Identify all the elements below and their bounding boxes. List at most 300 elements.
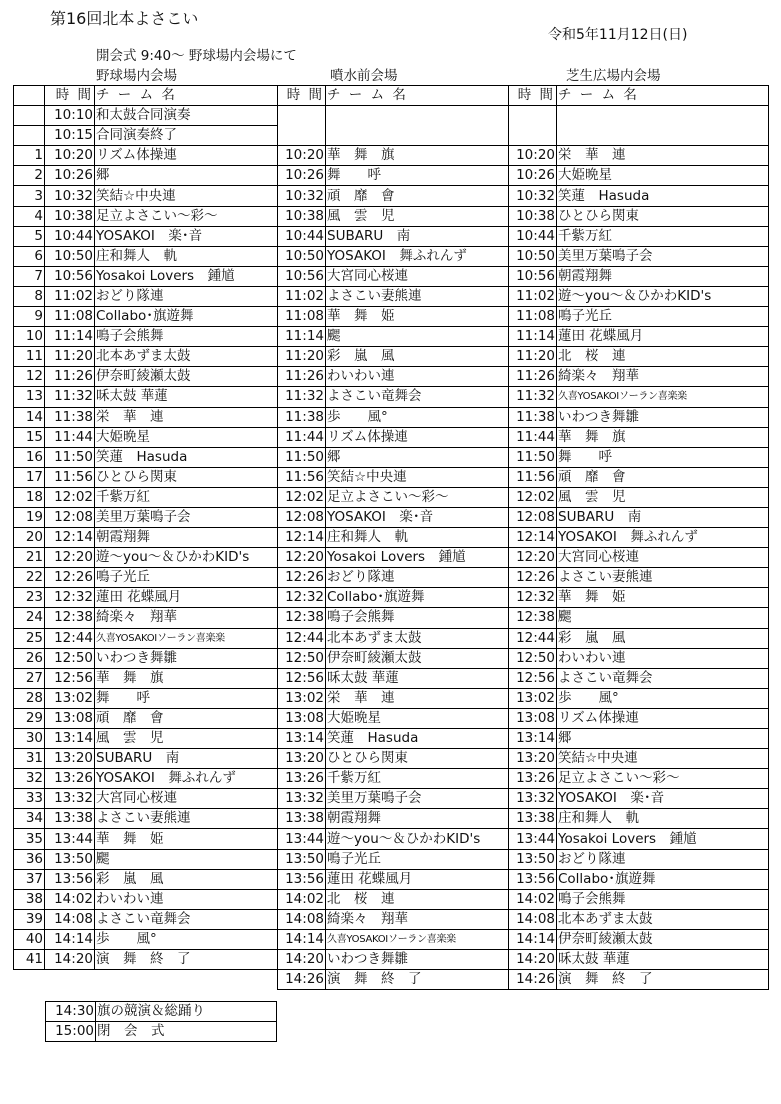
team-cell: 演 舞 終 了	[95, 950, 278, 970]
team-cell: 遊～you～＆ひかわKID's	[326, 829, 509, 849]
team-cell: 笑蓮 Hasuda	[326, 729, 509, 749]
time-cell: 11:08	[278, 307, 326, 327]
team-cell: 笑結☆中央連	[557, 749, 769, 769]
team-cell: 庄和舞人 軌	[95, 246, 278, 266]
time-cell: 10:26	[278, 166, 326, 186]
table-row	[14, 909, 769, 929]
team-cell: 華 舞 姫	[95, 829, 278, 849]
team-cell: 足立よさこい～彩～	[95, 206, 278, 226]
time-cell: 14:26	[278, 970, 326, 990]
time-cell: 13:38	[509, 809, 557, 829]
table-row	[14, 307, 769, 327]
time-cell: 12:02	[509, 487, 557, 507]
venue-label-fountain: 噴水前会場	[330, 68, 398, 84]
schedule-body	[14, 86, 769, 990]
row-number: 35	[14, 829, 45, 849]
time-cell: 10:20	[278, 146, 326, 166]
time-cell: 12:44	[45, 628, 95, 648]
row-number: 33	[14, 789, 45, 809]
team-cell: 北 桜 連	[557, 347, 769, 367]
team-cell: よさこい竜舞会	[95, 909, 278, 929]
empty-cell	[509, 106, 557, 126]
time-cell: 12:08	[278, 507, 326, 527]
team-cell: 大宮同心桜連	[326, 266, 509, 286]
time-cell: 12:14	[45, 528, 95, 548]
time-cell: 13:32	[509, 789, 557, 809]
blank-cell	[14, 970, 45, 990]
team-cell: YOSAKOI 楽･音	[326, 507, 509, 527]
team-cell: 華 舞 姫	[557, 588, 769, 608]
time-cell: 12:20	[45, 548, 95, 568]
row-number: 2	[14, 166, 45, 186]
team-cell: 庄和舞人 軌	[326, 528, 509, 548]
team-cell: 美里万葉鳴子会	[95, 507, 278, 527]
team-cell: 鳴子光丘	[557, 307, 769, 327]
team-cell: 華 舞 旗	[557, 427, 769, 447]
team-cell: SUBARU 南	[557, 507, 769, 527]
closing-table	[45, 1001, 277, 1042]
time-cell: 13:14	[509, 729, 557, 749]
team-cell: よさこい竜舞会	[557, 668, 769, 688]
pre-row	[14, 126, 769, 146]
team-cell: 鳴子光丘	[326, 849, 509, 869]
time-cell: 13:20	[509, 749, 557, 769]
table-row	[14, 166, 769, 186]
table-row	[14, 668, 769, 688]
row-number: 38	[14, 889, 45, 909]
event-date: 令和5年11月12日(日)	[548, 27, 688, 43]
empty-cell	[509, 126, 557, 146]
team-cell: 千紫万紅	[95, 487, 278, 507]
team-cell: よさこい妻熊連	[326, 286, 509, 306]
time-cell: 12:50	[45, 648, 95, 668]
time-cell: 13:44	[45, 829, 95, 849]
row-number: 21	[14, 548, 45, 568]
team-cell: 綺楽々 翔華	[95, 608, 278, 628]
row-number: 34	[14, 809, 45, 829]
empty-cell	[557, 126, 769, 146]
team-cell: 大宮同心桜連	[557, 548, 769, 568]
time-cell: 11:56	[509, 467, 557, 487]
team-cell: 北 桜 連	[326, 889, 509, 909]
team-cell: 朝霞翔舞	[95, 528, 278, 548]
team-cell: 大姫晩星	[95, 427, 278, 447]
time-cell: 13:08	[45, 708, 95, 728]
row-number: 22	[14, 568, 45, 588]
row-number: 12	[14, 367, 45, 387]
team-cell: 蓮田 花蝶風月	[557, 327, 769, 347]
table-row	[14, 286, 769, 306]
time-cell: 12:44	[509, 628, 557, 648]
time-cell: 13:56	[509, 869, 557, 889]
team-cell: わいわい連	[95, 889, 278, 909]
row-number: 28	[14, 688, 45, 708]
time-cell: 13:56	[278, 869, 326, 889]
team-cell: 笑結☆中央連	[95, 186, 278, 206]
row-number: 25	[14, 628, 45, 648]
time-cell: 12:02	[45, 487, 95, 507]
time-cell: 10:20	[509, 146, 557, 166]
team-cell: 大姫晩星	[557, 166, 769, 186]
time-cell: 10:32	[45, 186, 95, 206]
team-cell: 千紫万紅	[557, 226, 769, 246]
time-cell: 12:20	[509, 548, 557, 568]
blank-cell	[45, 970, 95, 990]
row-number: 18	[14, 487, 45, 507]
row-number: 7	[14, 266, 45, 286]
team-cell: 笑蓮 Hasuda	[557, 186, 769, 206]
time-cell: 10:44	[278, 226, 326, 246]
time-cell: 12:20	[278, 548, 326, 568]
team-cell: 彩 嵐 風	[95, 869, 278, 889]
time-cell: 13:20	[278, 749, 326, 769]
row-number: 4	[14, 206, 45, 226]
team-cell: いわつき舞雛	[326, 950, 509, 970]
table-header-row	[14, 86, 769, 106]
team-cell: SUBARU 南	[95, 749, 278, 769]
header-time-b: 時 間	[278, 86, 326, 106]
team-cell: 風 雲 児	[326, 206, 509, 226]
header-time-a: 時 間	[45, 86, 95, 106]
team-cell: 遊～you～＆ひかわKID's	[95, 548, 278, 568]
team-cell: 久喜YOSAKOIソーラン喜楽楽	[95, 628, 278, 648]
row-number: 5	[14, 226, 45, 246]
time-cell: 10:56	[509, 266, 557, 286]
team-cell: 風 雲 児	[557, 487, 769, 507]
time-cell: 12:08	[509, 507, 557, 527]
team-cell: 鳴子会熊舞	[95, 327, 278, 347]
team-cell: よさこい妻熊連	[557, 568, 769, 588]
team-cell: 颸	[557, 608, 769, 628]
time-cell: 13:02	[45, 688, 95, 708]
team-cell: 華 舞 旗	[326, 146, 509, 166]
table-row	[14, 327, 769, 347]
team-cell: 栄 華 連	[557, 146, 769, 166]
team-cell: 咊太鼓 華蓮	[95, 387, 278, 407]
time-cell: 11:14	[278, 327, 326, 347]
time-cell: 14:20	[509, 950, 557, 970]
team-cell: Collabo･旗遊舞	[557, 869, 769, 889]
time-cell: 14:08	[45, 909, 95, 929]
team-cell: 久喜YOSAKOIソーラン喜楽楽	[326, 929, 509, 949]
team-cell: リズム体操連	[95, 146, 278, 166]
time-cell: 14:30	[46, 1002, 96, 1022]
team-cell: 咊太鼓 華蓮	[557, 950, 769, 970]
table-row	[14, 407, 769, 427]
table-row	[14, 387, 769, 407]
time-cell: 10:56	[278, 266, 326, 286]
team-cell: 北本あずま太鼓	[557, 909, 769, 929]
row-number: 8	[14, 286, 45, 306]
team-cell: 美里万葉鳴子会	[557, 246, 769, 266]
team-cell: いわつき舞雛	[95, 648, 278, 668]
team-cell: YOSAKOI 楽･音	[557, 789, 769, 809]
time-cell: 13:56	[45, 869, 95, 889]
time-cell: 11:08	[509, 307, 557, 327]
team-cell: 華 舞 旗	[95, 668, 278, 688]
team-cell: 歩 風°	[95, 929, 278, 949]
row-number: 31	[14, 749, 45, 769]
time-cell: 12:32	[278, 588, 326, 608]
time-cell: 14:20	[278, 950, 326, 970]
team-cell: 颸	[95, 849, 278, 869]
closing-event-cell: 閉 会 式	[96, 1022, 277, 1042]
closing-body	[46, 1002, 277, 1042]
empty-cell	[278, 106, 326, 126]
table-row	[14, 608, 769, 628]
time-cell: 13:32	[45, 789, 95, 809]
table-row	[14, 266, 769, 286]
table-row	[14, 206, 769, 226]
time-cell: 12:26	[509, 568, 557, 588]
team-cell: 郷	[557, 729, 769, 749]
team-cell: 舞 呼	[326, 166, 509, 186]
team-cell: 千紫万紅	[326, 769, 509, 789]
team-cell: YOSAKOI 舞ふれんず	[326, 246, 509, 266]
table-row	[14, 769, 769, 789]
time-cell: 11:38	[509, 407, 557, 427]
row-number: 26	[14, 648, 45, 668]
row-number: 15	[14, 427, 45, 447]
table-row	[14, 729, 769, 749]
team-cell: 鳴子光丘	[95, 568, 278, 588]
time-cell: 13:26	[45, 769, 95, 789]
table-row	[14, 447, 769, 467]
row-number: 23	[14, 588, 45, 608]
time-cell: 13:44	[509, 829, 557, 849]
row-number: 37	[14, 869, 45, 889]
team-cell: 頑 靡 會	[326, 186, 509, 206]
time-cell: 13:32	[278, 789, 326, 809]
team-cell: リズム体操連	[557, 708, 769, 728]
row-number: 39	[14, 909, 45, 929]
time-cell: 10:32	[509, 186, 557, 206]
time-cell: 12:26	[45, 568, 95, 588]
team-cell: 鳴子会熊舞	[557, 889, 769, 909]
time-cell: 14:26	[509, 970, 557, 990]
header-team-b: チ ー ム 名	[326, 86, 509, 106]
time-cell: 14:08	[509, 909, 557, 929]
time-cell: 14:14	[278, 929, 326, 949]
table-row	[14, 749, 769, 769]
time-cell: 12:08	[45, 507, 95, 527]
table-row	[14, 186, 769, 206]
time-cell: 14:14	[509, 929, 557, 949]
team-cell: よさこい竜舞会	[326, 387, 509, 407]
time-cell: 11:50	[509, 447, 557, 467]
venue-label-lawn: 芝生広場内会場	[566, 68, 661, 84]
team-cell: 笑蓮 Hasuda	[95, 447, 278, 467]
time-cell: 12:02	[278, 487, 326, 507]
time-cell: 12:50	[278, 648, 326, 668]
time-cell: 12:32	[45, 588, 95, 608]
team-cell: 演 舞 終 了	[326, 970, 509, 990]
team-cell: SUBARU 南	[326, 226, 509, 246]
pre-row	[14, 106, 769, 126]
team-cell: 華 舞 姫	[326, 307, 509, 327]
time-cell: 10:56	[45, 266, 95, 286]
time-cell: 10:50	[509, 246, 557, 266]
row-number: 29	[14, 708, 45, 728]
time-cell: 12:50	[509, 648, 557, 668]
team-cell: 風 雲 児	[95, 729, 278, 749]
team-cell: 庄和舞人 軌	[557, 809, 769, 829]
table-row	[14, 246, 769, 266]
table-row	[14, 528, 769, 548]
row-number: 27	[14, 668, 45, 688]
team-cell: 久喜YOSAKOIソーラン喜楽楽	[557, 387, 769, 407]
time-cell: 11:44	[45, 427, 95, 447]
time-cell: 13:20	[45, 749, 95, 769]
time-cell: 11:26	[278, 367, 326, 387]
team-cell: 鳴子会熊舞	[326, 608, 509, 628]
time-cell: 11:44	[509, 427, 557, 447]
team-cell: おどり隊連	[326, 568, 509, 588]
team-cell: Yosakoi Lovers 鍾馗	[326, 548, 509, 568]
empty-cell	[557, 106, 769, 126]
table-row	[14, 487, 769, 507]
team-cell: YOSAKOI 楽･音	[95, 226, 278, 246]
time-cell: 14:02	[45, 889, 95, 909]
header-team-a: チ ー ム 名	[95, 86, 278, 106]
time-cell: 11:32	[278, 387, 326, 407]
team-cell: 遊～you～＆ひかわKID's	[557, 286, 769, 306]
row-number: 41	[14, 950, 45, 970]
time-cell: 10:10	[45, 106, 95, 126]
table-row	[14, 889, 769, 909]
team-cell: 彩 嵐 風	[557, 628, 769, 648]
time-cell: 10:44	[45, 226, 95, 246]
header-time-c: 時 間	[509, 86, 557, 106]
time-cell: 10:50	[278, 246, 326, 266]
time-cell: 13:02	[278, 688, 326, 708]
team-cell: 綺楽々 翔華	[326, 909, 509, 929]
time-cell: 13:50	[278, 849, 326, 869]
row-number: 6	[14, 246, 45, 266]
time-cell: 12:38	[45, 608, 95, 628]
time-cell: 14:14	[45, 929, 95, 949]
closing-row	[46, 1002, 277, 1022]
time-cell: 11:32	[45, 387, 95, 407]
team-cell: 足立よさこい～彩～	[326, 487, 509, 507]
time-cell: 13:14	[278, 729, 326, 749]
team-cell: 伊奈町綾瀬太鼓	[326, 648, 509, 668]
team-cell: ひとひら関東	[326, 749, 509, 769]
team-cell: Collabo･旗遊舞	[95, 307, 278, 327]
team-cell: Yosakoi Lovers 鍾馗	[557, 829, 769, 849]
time-cell: 13:14	[45, 729, 95, 749]
table-row	[14, 467, 769, 487]
team-cell: 舞 呼	[95, 688, 278, 708]
team-cell: 美里万葉鳴子会	[326, 789, 509, 809]
time-cell: 12:56	[278, 668, 326, 688]
table-row	[14, 929, 769, 949]
time-cell: 10:44	[509, 226, 557, 246]
row-number: 14	[14, 407, 45, 427]
time-cell: 10:26	[509, 166, 557, 186]
team-cell: 栄 華 連	[326, 688, 509, 708]
closing-event-cell: 旗の競演＆総踊り	[96, 1002, 277, 1022]
row-number: 30	[14, 729, 45, 749]
time-cell: 13:50	[509, 849, 557, 869]
team-cell: Collabo･旗遊舞	[326, 588, 509, 608]
table-row	[14, 789, 769, 809]
time-cell: 12:38	[509, 608, 557, 628]
table-row	[14, 548, 769, 568]
time-cell: 11:14	[509, 327, 557, 347]
time-cell: 14:08	[278, 909, 326, 929]
header-number-cell	[14, 86, 45, 106]
row-number: 32	[14, 769, 45, 789]
time-cell: 11:38	[45, 407, 95, 427]
team-cell: 北本あずま太鼓	[326, 628, 509, 648]
row-number: 40	[14, 929, 45, 949]
time-cell: 11:02	[509, 286, 557, 306]
time-cell: 12:38	[278, 608, 326, 628]
table-row	[14, 809, 769, 829]
closing-row	[46, 1022, 277, 1042]
time-cell: 12:32	[509, 588, 557, 608]
row-number: 11	[14, 347, 45, 367]
schedule-table	[13, 85, 769, 990]
empty-cell	[326, 106, 509, 126]
page-title: 第16回北本よさこい	[50, 9, 199, 28]
time-cell: 12:56	[509, 668, 557, 688]
team-cell: 和太鼓合同演奏	[95, 106, 278, 126]
time-cell: 14:02	[509, 889, 557, 909]
team-cell: Yosakoi Lovers 鍾馗	[95, 266, 278, 286]
venue-label-baseball: 野球場内会場	[96, 68, 177, 84]
table-row	[14, 427, 769, 447]
row-number: 17	[14, 467, 45, 487]
time-cell: 11:50	[278, 447, 326, 467]
team-cell: 歩 風°	[557, 688, 769, 708]
time-cell: 10:20	[45, 146, 95, 166]
time-cell: 11:20	[509, 347, 557, 367]
team-cell: いわつき舞雛	[557, 407, 769, 427]
row-number: 24	[14, 608, 45, 628]
time-cell: 11:14	[45, 327, 95, 347]
row-number: 1	[14, 146, 45, 166]
time-cell: 11:44	[278, 427, 326, 447]
team-cell: 頑 靡 會	[557, 467, 769, 487]
row-number: 10	[14, 327, 45, 347]
table-row-final	[14, 970, 769, 990]
time-cell: 12:14	[509, 528, 557, 548]
row-number: 13	[14, 387, 45, 407]
team-cell: 大宮同心桜連	[95, 789, 278, 809]
team-cell: おどり隊連	[557, 849, 769, 869]
row-number: 3	[14, 186, 45, 206]
time-cell: 14:02	[278, 889, 326, 909]
time-cell: 10:50	[45, 246, 95, 266]
team-cell: YOSAKOI 舞ふれんず	[95, 769, 278, 789]
time-cell: 13:44	[278, 829, 326, 849]
team-cell: 演 舞 終 了	[557, 970, 769, 990]
team-cell: わいわい連	[557, 648, 769, 668]
time-cell: 12:14	[278, 528, 326, 548]
time-cell: 11:38	[278, 407, 326, 427]
team-cell: 郷	[95, 166, 278, 186]
time-cell: 15:00	[46, 1022, 96, 1042]
table-row	[14, 367, 769, 387]
time-cell: 10:38	[509, 206, 557, 226]
team-cell: 蓮田 花蝶風月	[95, 588, 278, 608]
opening-ceremony-note: 開会式 9:40～ 野球場内会場にて	[96, 48, 297, 64]
time-cell: 13:26	[278, 769, 326, 789]
team-cell: 笑結☆中央連	[326, 467, 509, 487]
team-cell: 颸	[326, 327, 509, 347]
